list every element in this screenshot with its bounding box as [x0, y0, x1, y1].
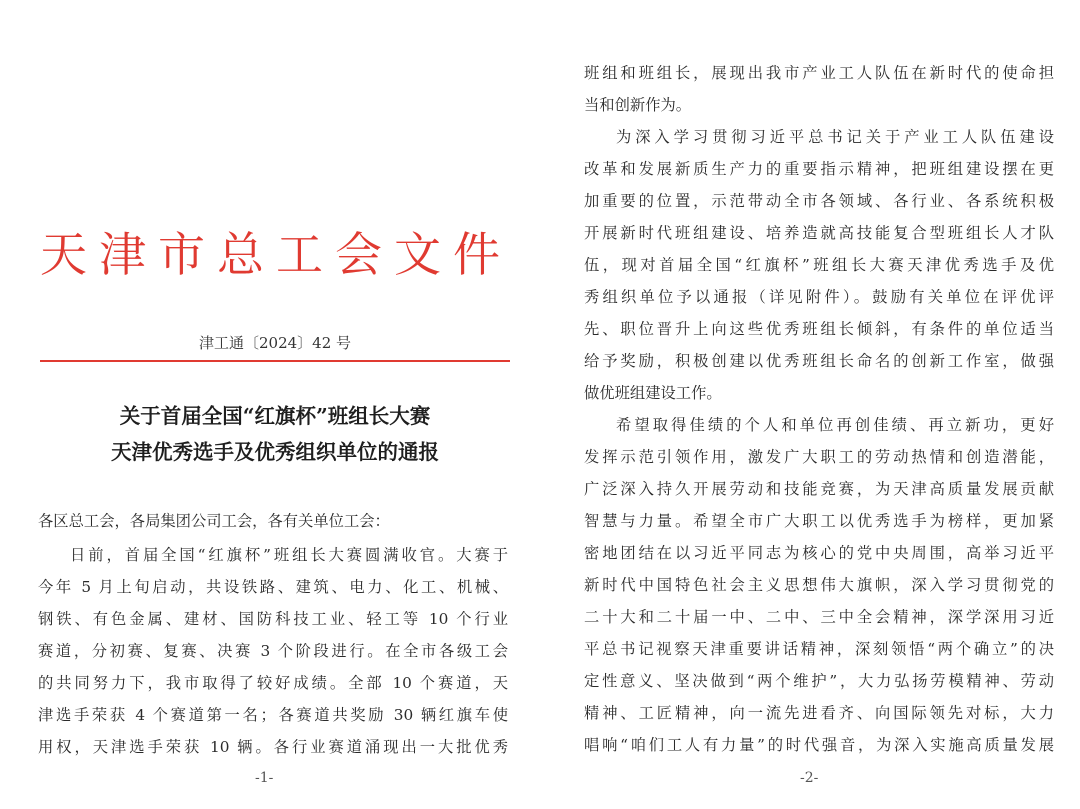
body-line: 班组和班组长，展现出我市产业工人队伍在新时代的使命担: [584, 64, 1054, 82]
body-line: 加重要的位置，示范带动全市各领域、各行业、各系统积极: [584, 192, 1054, 210]
body-line: 希望取得佳绩的个人和单位再创佳绩、再立新功，更好: [616, 416, 1054, 434]
body-line: 先、职位晋升上向这些优秀班组长倾斜，有条件的单位适当: [584, 320, 1054, 338]
page-2: [548, 0, 1080, 809]
body-line: 津选手荣获 4 个赛道第一名；各赛道共奖励 30 辆红旗车使: [38, 706, 508, 724]
body-line: 秀组织单位予以通报（详见附件）。鼓励有关单位在评优评: [584, 288, 1054, 306]
body-line: 日前，首届全国“红旗杯”班组长大赛圆满收官。大赛于: [70, 546, 508, 564]
body-line: 新时代中国特色社会主义思想伟大旗帜，深入学习贯彻党的: [584, 576, 1054, 594]
page-number: -2-: [800, 770, 819, 786]
body-line: 当和创新作为。: [584, 96, 692, 114]
body-line: 平总书记视察天津重要讲话精神，深刻领悟“两个确立”的决: [584, 640, 1054, 658]
body-line: 二十大和二十届一中、二中、三中全会精神，深学深用习近: [584, 608, 1054, 626]
red-divider-line: [40, 360, 510, 362]
body-line: 为深入学习贯彻习近平总书记关于产业工人队伍建设: [616, 128, 1054, 146]
body-line: 给予奖励，积极创建以优秀班组长命名的创新工作室，做强: [584, 352, 1054, 370]
body-line: 做优班组建设工作。: [584, 384, 722, 402]
body-line: 赛道，分初赛、复赛、决赛 3 个阶段进行。在全市各级工会: [38, 642, 508, 660]
body-line: 唱响“咱们工人有力量”的时代强音，为深入实施高质量发展: [584, 736, 1054, 754]
title-line: 天津优秀选手及优秀组织单位的通报: [111, 440, 439, 464]
document-header-title: 天津市总工会文件: [40, 228, 512, 283]
body-line: 用权，天津选手荣获 10 辆。各行业赛道涌现出一大批优秀: [38, 738, 508, 756]
body-line: 今年 5 月上旬启动，共设铁路、建筑、电力、化工、机械、: [38, 578, 508, 596]
body-line: 定性意义、坚决做到“两个维护”，大力弘扬劳模精神、劳动: [584, 672, 1054, 690]
title-line: 关于首届全国“红旗杯”班组长大赛: [119, 404, 431, 428]
body-line: 伍，现对首届全国“红旗杯”班组长大赛天津优秀选手及优: [584, 256, 1054, 274]
body-line: 钢铁、有色金属、建材、国防科技工业、轻工等 10 个行业: [38, 610, 508, 628]
body-line: 的共同努力下，我市取得了较好成绩。全部 10 个赛道，天: [38, 674, 508, 692]
salutation: 各区总工会，各局集团公司工会，各有关单位工会：: [38, 512, 390, 530]
body-line: 开展新时代班组建设、培养造就高技能复合型班组长人才队: [584, 224, 1054, 242]
body-line: 广泛深入持久开展劳动和技能竞赛，为天津高质量发展贡献: [584, 480, 1054, 498]
page-number: -1-: [255, 770, 274, 786]
body-line: 智慧与力量。希望全市广大职工以优秀选手为榜样，更加紧: [584, 512, 1054, 530]
document-number: 津工通〔2024〕42 号: [198, 334, 352, 352]
body-line: 精神、工匠精神，向一流先进看齐、向国际领先对标，大力: [584, 704, 1054, 722]
document-title: [40, 398, 510, 470]
body-line: 改革和发展新质生产力的重要指示精神，把班组建设摆在更: [584, 160, 1054, 178]
body-line: 密地团结在以习近平同志为核心的党中央周围，高举习近平: [584, 544, 1054, 562]
body-line: 发挥示范引领作用，激发广大职工的劳动热情和创造潜能，: [584, 448, 1054, 466]
